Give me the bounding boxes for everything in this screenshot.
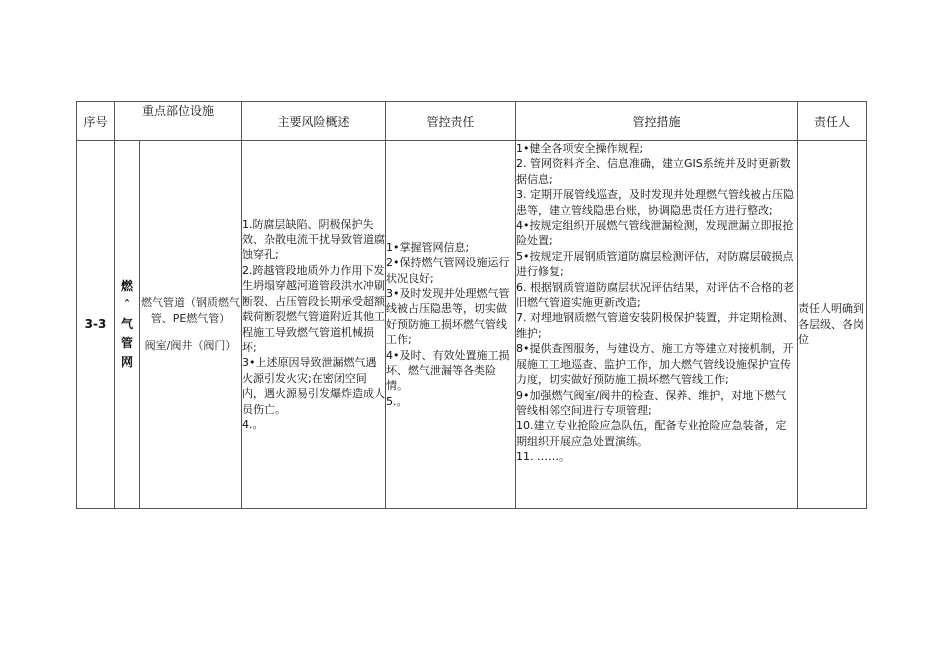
measure-item: 10.建立专业抢险应急队伍，配备专业抢险应急装备，定期组织开展应急处置演练。 — [516, 419, 787, 448]
category-char: 管 — [120, 336, 133, 350]
facility-item: 阀室/阀井（阀门） — [144, 339, 237, 353]
category-char: 网 — [120, 355, 133, 369]
risk-control-table — [76, 101, 867, 509]
duty-item: 1•掌握管网信息; — [386, 240, 470, 254]
person-cell: 责任人明确到各层级、各岗位 — [798, 141, 867, 509]
table-row — [77, 141, 867, 509]
measure-item: 9•加强燃气阀室/阀井的检查、保养、维护，对地下燃气管线相邻空间进行专项管理; — [516, 388, 787, 417]
category-cell — [115, 141, 140, 509]
measure-item: 2. 管网资料齐全、信息准确，建立GIS系统并及时更新数据信息; — [516, 157, 791, 186]
risk-item: 4.。 — [242, 417, 264, 431]
measure-item: 3. 定期开展管线巡查，及时发现并处理燃气管线被占压隐患等，建立管线隐患台账，协调隐患责任方进行整改; — [516, 188, 795, 217]
header-duty: 管控责任 — [386, 102, 516, 141]
header-row — [77, 102, 867, 141]
category-char: ˆ — [124, 298, 130, 312]
category-char: 气 — [120, 317, 133, 331]
duty-item: 2•保持燃气管网设施运行状况良好; — [386, 256, 510, 285]
risk-cell — [242, 141, 386, 509]
facility-item: 燃气管道（钢质燃气管、PE燃气管） — [141, 296, 240, 325]
duty-item: 4•及时、有效处置施工损坏、燃气泄漏等各类险情。 — [386, 348, 510, 393]
measure-item: 11. ……。 — [516, 450, 571, 464]
risk-item: 2.跨越管段地质外力作用下发生坍塌穿越河道管段洪水冲刷断裂、占压管段长期承受超额载荷断裂燃气管道附近其他工程施工导致燃气管道机械损坏; — [242, 263, 386, 354]
measure-item: 1•健全各项安全操作规程; — [516, 142, 644, 155]
category-char: 燃 — [120, 279, 133, 293]
measure-item: 5•按规定开展钢质管道防腐层检测评估，对防腐层破损点进行修复; — [516, 249, 794, 279]
header-measures: 管控措施 — [516, 102, 798, 141]
header-person: 责任人 — [798, 102, 867, 141]
measure-item: 7. 对埋地钢质燃气管道安装阴极保护装置，并定期检测、维护; — [516, 311, 795, 340]
measure-item: 8•提供查图服务，与建设方、施工方等建立对接机制，开展施工工地巡查、监护工作，加大燃气管线设施保护宣传力度，切实做好预防施工损坏燃气管线工作; — [516, 342, 794, 387]
header-risk: 主要风险概述 — [242, 102, 386, 141]
seq-cell: 3-3 — [77, 141, 115, 509]
facility-cell — [140, 141, 242, 509]
header-seq: 序号 — [77, 102, 115, 141]
duty-item: 5.。 — [386, 394, 408, 408]
measure-item: 4•按规定组织开展燃气管线泄漏检测，发现泄漏立即报抢险处置; — [516, 219, 794, 248]
duty-cell — [386, 141, 516, 509]
risk-item: 3•上述原因导致泄漏燃气遇火源引发火灾;在密闭空间内，遇火源易引发爆炸造成人员伤亡。 — [242, 356, 386, 416]
measures-cell — [516, 141, 798, 509]
header-facility: 重点部位设施 — [115, 102, 242, 141]
risk-item: 1.防腐层缺陷、阴极保护失效、杂散电流干扰导致管道腐蚀穿孔; — [242, 217, 386, 262]
duty-item: 3•及时发现并处理燃气管线被占压隐患等，切实做好预防施工损坏燃气管线工作; — [386, 286, 510, 347]
measure-item: 6. 根据钢质管道防腐层状况评估结果，对评估不合格的老旧燃气管道实施更新改造; — [516, 280, 795, 310]
